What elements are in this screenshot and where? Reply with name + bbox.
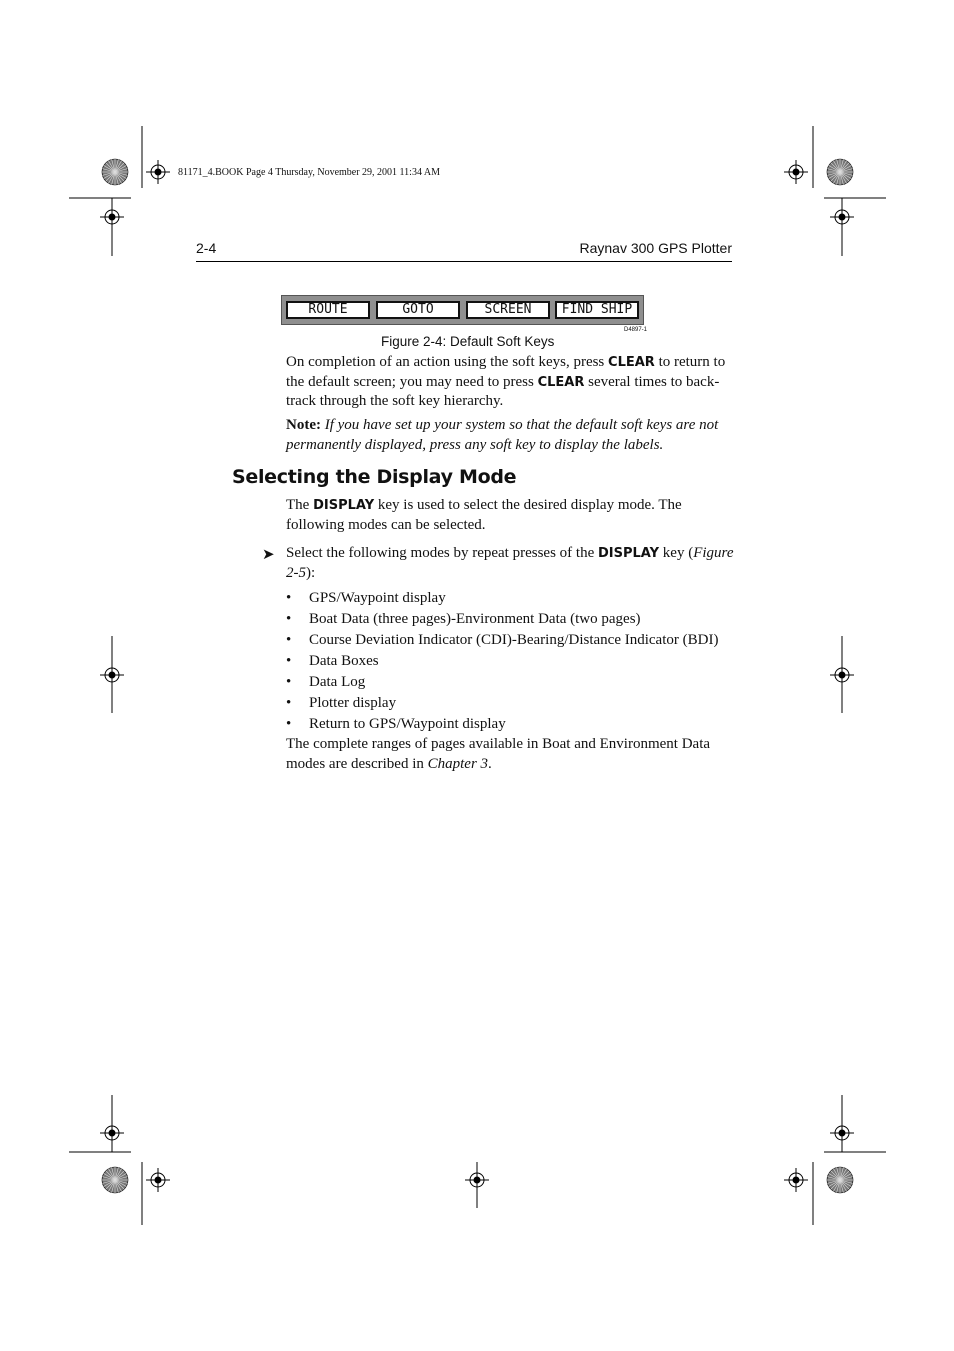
note-label: Note: <box>286 417 321 433</box>
list-item <box>286 714 746 735</box>
step-arrow-icon: ➤ <box>262 547 275 563</box>
bullet: • <box>286 611 292 627</box>
key-clear: CLEAR <box>608 355 655 370</box>
registration-mark <box>784 160 808 184</box>
registration-mark <box>146 1168 170 1192</box>
note-text: If you have set up your system so that the default soft keys are not permanently displayed, press any soft key to display the labels. <box>286 417 719 453</box>
list-item-text: Data Boxes <box>309 653 379 669</box>
paragraph-ranges <box>286 735 736 774</box>
section-heading: Selecting the Display Mode <box>232 466 517 488</box>
paragraph-display <box>286 496 736 535</box>
list-item <box>286 588 746 609</box>
bullet: • <box>286 653 292 669</box>
list-item <box>286 630 746 651</box>
bullet: • <box>286 716 292 732</box>
softkey-screen: SCREEN <box>466 301 550 319</box>
chapter-reference: Chapter 3 <box>427 755 489 772</box>
registration-mark <box>784 1168 808 1192</box>
softkey-goto: GOTO <box>376 301 460 319</box>
figure-caption: Figure 2-4: Default Soft Keys <box>381 334 555 349</box>
bullet: • <box>286 695 292 711</box>
registration-mark <box>465 1168 489 1192</box>
color-bar-circle <box>827 1167 853 1193</box>
figure-reference: Figure 2-5 <box>286 545 734 581</box>
text: ): <box>306 564 316 581</box>
bullet: • <box>286 590 292 606</box>
list-item <box>286 609 746 630</box>
header-title: Raynav 300 GPS Plotter <box>579 240 732 256</box>
drawing-number: D4897-1 <box>624 327 648 333</box>
registration-mark <box>830 205 854 229</box>
text: The <box>286 497 314 513</box>
list-item <box>286 672 746 693</box>
registration-mark <box>830 1121 854 1145</box>
softkey-bar-figure <box>281 295 644 325</box>
text: The complete ranges of pages available in Boat and Environment Data modes are described in <box>286 736 711 772</box>
bullet: • <box>286 674 292 690</box>
registration-mark <box>146 160 170 184</box>
registration-mark <box>830 663 854 687</box>
list-item-text: Boat Data (three pages)-Environment Data (two pages) <box>309 611 641 627</box>
softkey-route: ROUTE <box>286 301 370 319</box>
header-rule <box>196 261 732 262</box>
key-clear: CLEAR <box>537 374 585 390</box>
registration-mark <box>100 1121 124 1145</box>
paragraph-clear <box>286 353 736 412</box>
display-mode-list <box>286 588 746 735</box>
list-item-text: Data Log <box>309 674 366 690</box>
color-bar-circle <box>102 159 128 185</box>
note-paragraph <box>286 416 736 455</box>
text: . <box>488 755 492 772</box>
text: Select the following modes by repeat presses of the <box>286 545 598 561</box>
file-slug: 81171_4.BOOK Page 4 Thursday, November 29, 2001 11:34 AM <box>178 167 441 178</box>
list-item-text: GPS/Waypoint display <box>309 590 446 606</box>
list-item <box>286 651 746 672</box>
text: On completion of an action using the soft keys, press <box>286 354 609 370</box>
softkey-find-ship: FIND SHIP <box>555 301 639 319</box>
color-bar-circle <box>102 1167 128 1193</box>
key-display: DISPLAY <box>598 546 660 561</box>
key-display: DISPLAY <box>313 498 375 513</box>
text: key is used to select the desired display mode. The following modes can be selected. <box>286 497 682 533</box>
registration-mark <box>100 663 124 687</box>
text: several times to back-track through the soft key hierarchy. <box>286 373 720 409</box>
step-paragraph <box>286 544 736 583</box>
list-item-text: Plotter display <box>309 695 397 711</box>
color-bar-circle <box>827 159 853 185</box>
registration-mark <box>100 205 124 229</box>
header-page-number: 2-4 <box>196 240 217 256</box>
text: to return to the default screen; you may need to press <box>286 354 726 390</box>
list-item <box>286 693 746 714</box>
bullet: • <box>286 632 292 648</box>
list-item-text: Return to GPS/Waypoint display <box>309 716 506 732</box>
text: key ( <box>659 545 694 561</box>
list-item-text: Course Deviation Indicator (CDI)-Bearing/Distance Indicator (BDI) <box>309 632 719 648</box>
